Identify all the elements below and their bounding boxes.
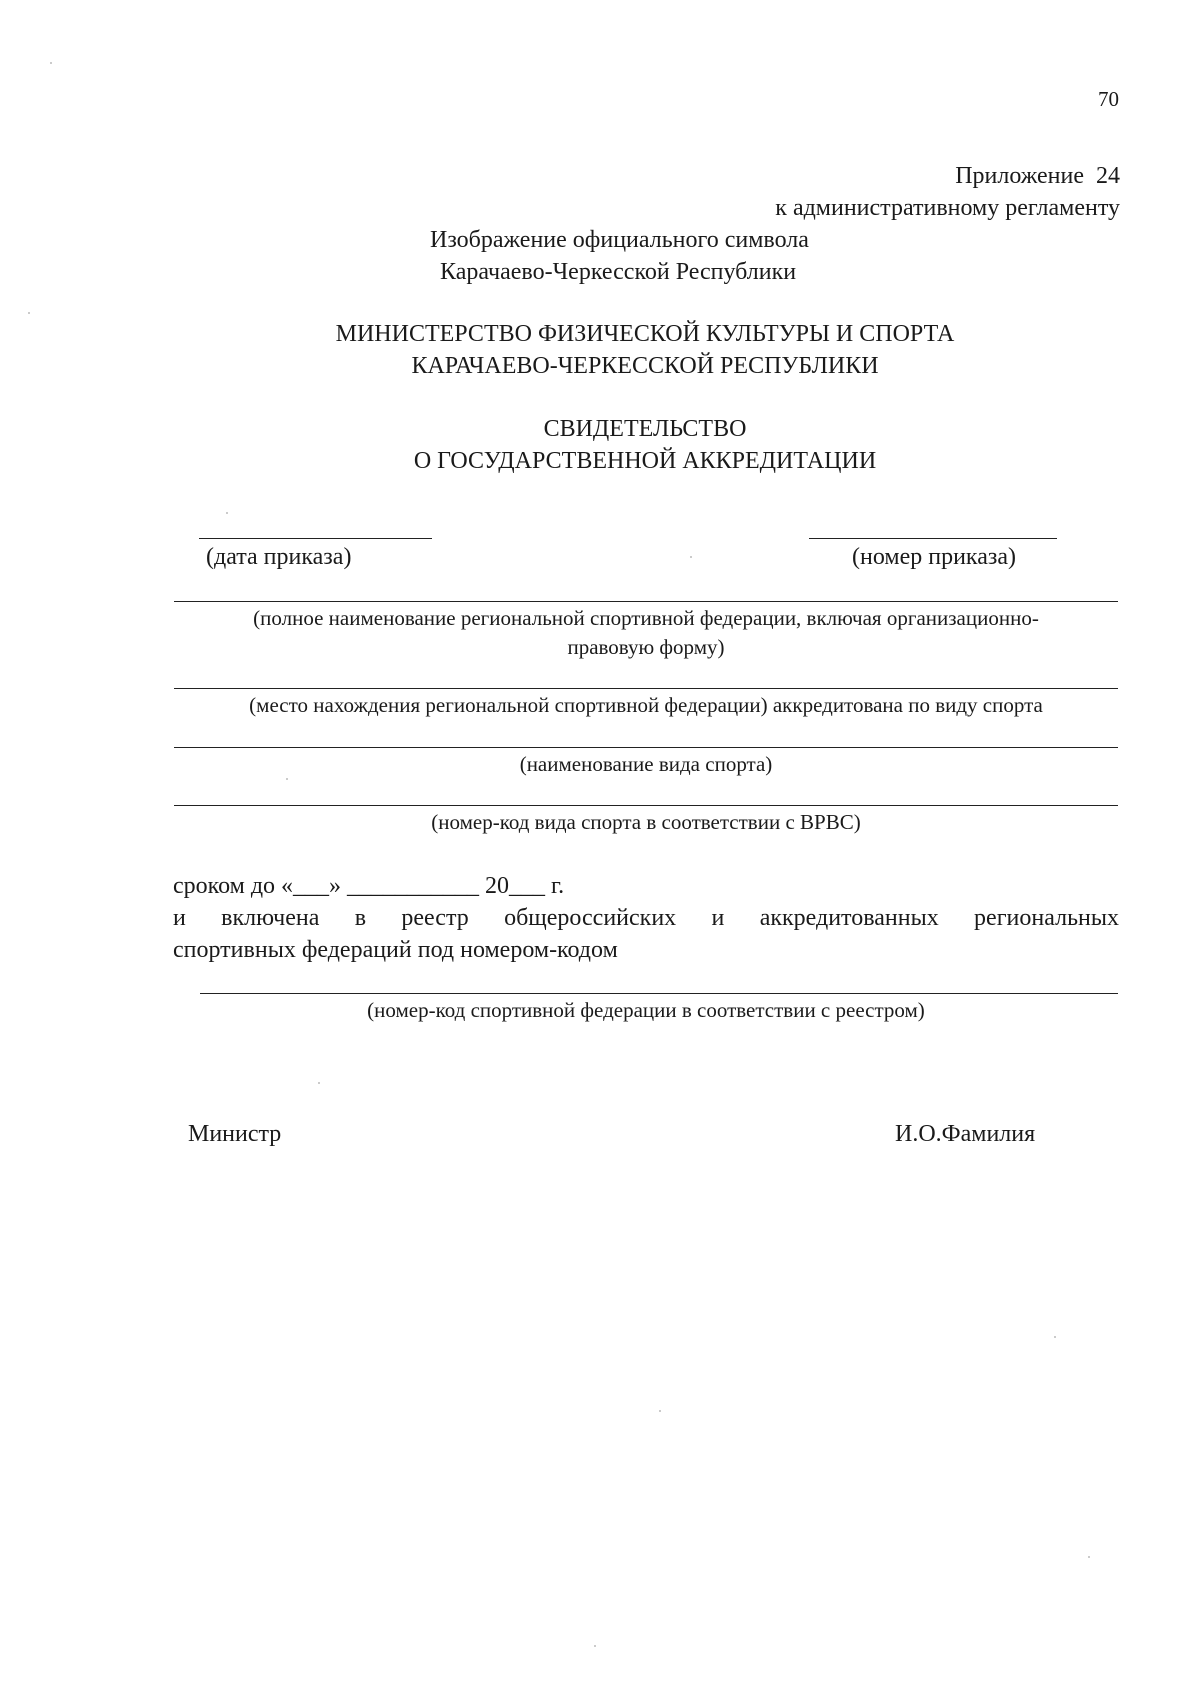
term-line2: и включена в реестр общероссийских и аккредитованных региональных bbox=[173, 905, 1119, 931]
scan-speck bbox=[50, 62, 52, 64]
certificate-title-line2: О ГОСУДАРСТВЕННОЙ АККРЕДИТАЦИИ bbox=[413, 448, 877, 474]
emblem-caption-line1: Изображение официального символа bbox=[430, 227, 809, 253]
scan-speck bbox=[286, 778, 288, 780]
appendix-subtitle: к административному регламенту bbox=[775, 195, 1120, 221]
ministry-title-line2: КАРАЧАЕВО-ЧЕРКЕССКОЙ РЕСПУБЛИКИ bbox=[411, 353, 879, 379]
term-line1: сроком до «___» ___________ 20___ г. bbox=[173, 873, 565, 899]
term-line3: спортивных федераций под номером-кодом bbox=[173, 937, 618, 963]
sport-name-caption: (наименование вида спорта) bbox=[519, 752, 773, 776]
federation-location-caption: (место нахождения региональной спортивной федерации) аккредитована по виду спорта bbox=[249, 693, 1043, 717]
federation-name-line bbox=[174, 601, 1118, 602]
scan-speck bbox=[659, 1410, 661, 1412]
scan-speck bbox=[690, 556, 692, 558]
scan-speck bbox=[28, 312, 30, 314]
federation-name-caption-line2: правовую форму) bbox=[567, 635, 725, 659]
sport-name-line bbox=[174, 747, 1118, 748]
sport-code-caption: (номер-код вида спорта в соответствии с ВРВС) bbox=[431, 810, 861, 834]
order-date-caption: (дата приказа) bbox=[206, 544, 352, 570]
sport-code-line bbox=[174, 805, 1118, 806]
registry-code-line bbox=[200, 993, 1118, 994]
page-number: 70 bbox=[1098, 87, 1119, 111]
order-number-caption: (номер приказа) bbox=[852, 544, 1016, 570]
signature-position: Министр bbox=[188, 1121, 282, 1147]
scan-speck bbox=[594, 1645, 596, 1647]
order-number-line bbox=[809, 538, 1057, 539]
scan-speck bbox=[1054, 1336, 1056, 1338]
scan-speck bbox=[1088, 1556, 1090, 1558]
order-date-line bbox=[199, 538, 432, 539]
emblem-caption-line2: Карачаево-Черкесской Республики bbox=[440, 259, 797, 285]
certificate-title-line1: СВИДЕТЕЛЬСТВО bbox=[543, 416, 747, 442]
scan-speck bbox=[318, 1082, 320, 1084]
signature-name: И.О.Фамилия bbox=[895, 1121, 1036, 1147]
ministry-title-line1: МИНИСТЕРСТВО ФИЗИЧЕСКОЙ КУЛЬТУРЫ И СПОРТА bbox=[335, 321, 955, 347]
appendix-title: Приложение 24 bbox=[955, 163, 1120, 189]
registry-code-caption: (номер-код спортивной федерации в соответствии с реестром) bbox=[367, 998, 925, 1022]
federation-name-caption-line1: (полное наименование региональной спортивной федерации, включая организационно- bbox=[253, 606, 1039, 630]
federation-location-line bbox=[174, 688, 1118, 689]
scan-speck bbox=[226, 512, 228, 514]
